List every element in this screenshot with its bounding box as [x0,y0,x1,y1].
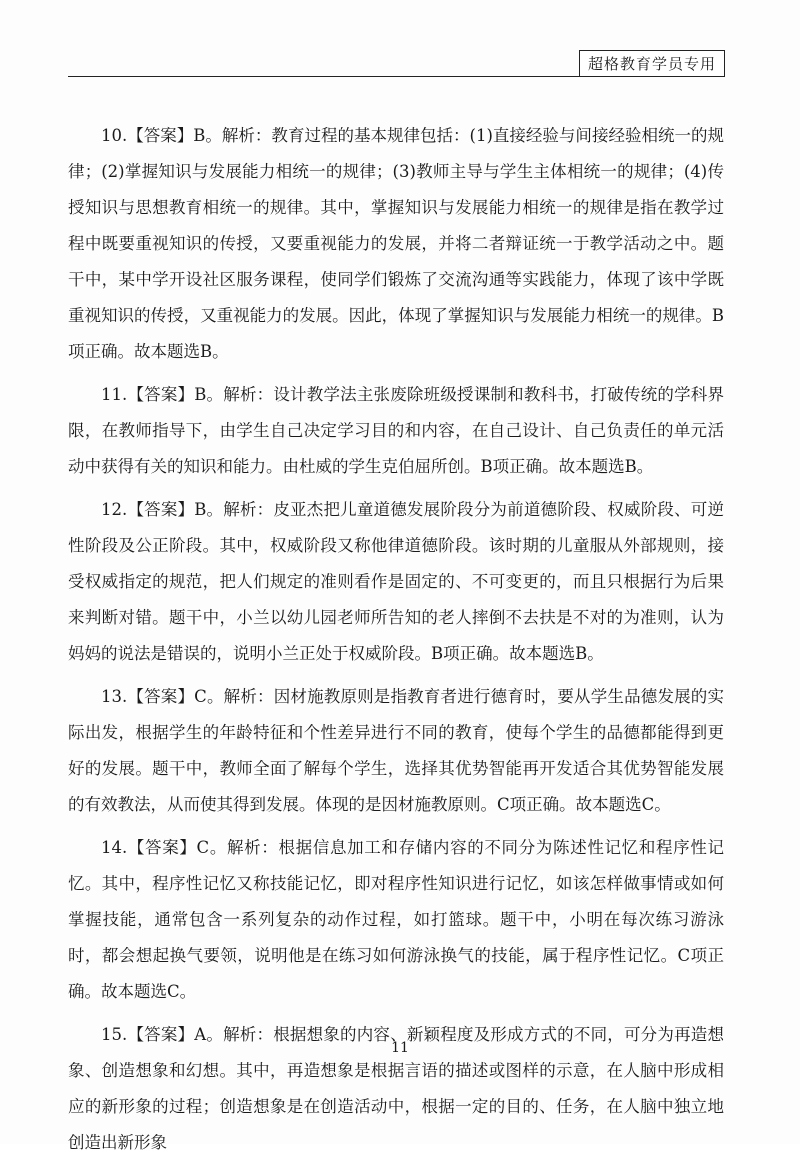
answer-item-10: 10.【答案】B。解析：教育过程的基本规律包括：(1)直接经验与间接经验相统一的规律；(2)掌握知识与发展能力相统一的规律；(3)教师主导与学生主体相统一的规律；(4)传授知识与思想教育相统一的规律。其中，掌握知识与发展能力相统一的规律是指在教学过程中既要重视知识的传授，又要重视能力的发展，并将二者辩证统一于教学活动之中。题干中，某中学开设社区服务课程，使同学们锻炼了交流沟通等实践能力，体现了该中学既重视知识的传授，又重视能力的发展。因此，体现了掌握知识与发展能力相统一的规律。B项正确。故本题选B。 [68,126,724,361]
header-divider [68,76,725,77]
answer-item-14: 14.【答案】C。解析：根据信息加工和存储内容的不同分为陈述性记忆和程序性记忆。其中，程序性记忆又称技能记忆，即对程序性知识进行记忆，如该怎样做事情或如何掌握技能，通常包含一系列复杂的动作过程，如打篮球。题干中，小明在每次练习游泳时，都会想起换气要领，说明他是在练习如何游泳换气的技能，属于程序性记忆。C项正确。故本题选C。 [68,838,724,1001]
header-stamp: 超格教育学员专用 [579,50,725,77]
answer-item-11: 11.【答案】B。解析：设计教学法主张废除班级授课制和教科书，打破传统的学科界限，在教师指导下，由学生自己决定学习目的和内容，在自己设计、自己负责任的单元活动中获得有关的知识和能力。由杜威的学生克伯屈所创。B项正确。故本题选B。 [68,385,724,476]
answer-explanations [68,118,724,1168]
page-number: 11 [391,1040,409,1056]
answer-item-13: 13.【答案】C。解析：因材施教原则是指教育者进行德育时，要从学生品德发展的实际出发，根据学生的年龄特征和个性差异进行不同的教育，使每个学生的品德都能得到更好的发展。题干中，教师全面了解每个学生，选择其优势智能再开发适合其优势智能发展的有效教法，从而使其得到发展。体现的是因材施教原则。C项正确。故本题选C。 [68,687,724,814]
answer-item-15: 15.【答案】A。解析：根据想象的内容、新颖程度及形成方式的不同，可分为再造想象、创造想象和幻想。其中，再造想象是根据言语的描述或图样的示意，在人脑中形成相应的新形象的过程；创造想象是在创造活动中，根据一定的目的、任务，在人脑中独立地创造出新形象 [68,1025,724,1152]
answer-item-12: 12.【答案】B。解析：皮亚杰把儿童道德发展阶段分为前道德阶段、权威阶段、可逆性阶段及公正阶段。其中，权威阶段又称他律道德阶段。该时期的儿童服从外部规则，接受权威指定的规范，把人们规定的准则看作是固定的、不可变更的，而且只根据行为后果来判断对错。题干中，小兰以幼儿园老师所告知的老人摔倒不去扶是不对的为准则，认为妈妈的说法是错误的，说明小兰正处于权威阶段。B项正确。故本题选B。 [68,500,724,663]
